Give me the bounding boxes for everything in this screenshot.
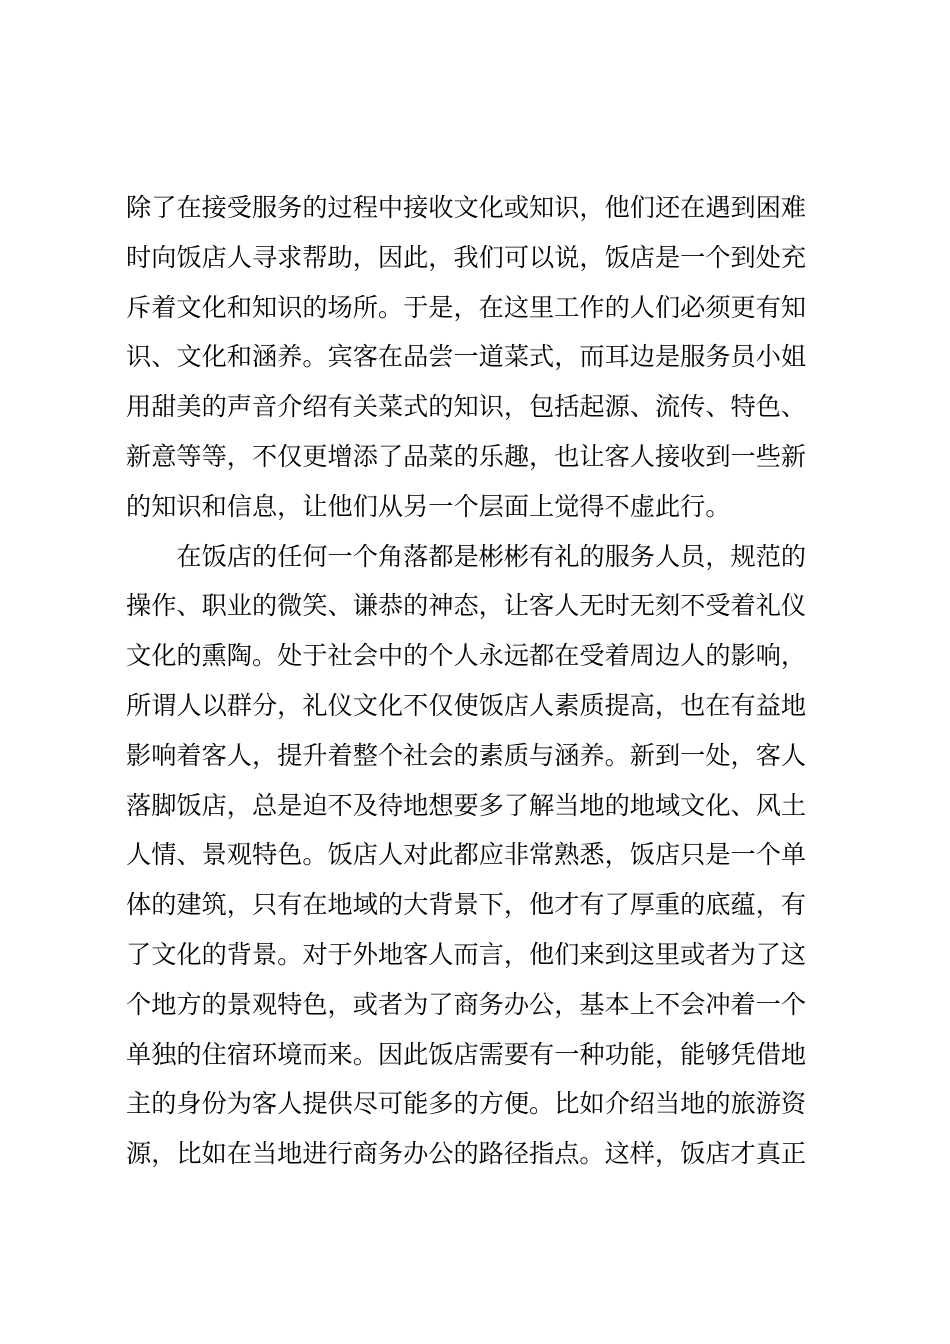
text-line: 除了在接受服务的过程中接收文化或知识，他们还在遇到困难 <box>126 193 807 222</box>
text-line: 在饭店的任何一个角落都是彬彬有礼的服务人员，规范的 <box>126 541 807 571</box>
text-line: 斥着文化和知识的场所。于是，在这里工作的人们必须更有知 <box>126 292 807 322</box>
text-line: 识、文化和涵养。宾客在品尝一道菜式，而耳边是服务员小姐 <box>126 342 807 372</box>
text-line: 新意等等，不仅更增添了品菜的乐趣，也让客人接收到一些新 <box>126 441 807 471</box>
text-line: 落脚饭店，总是迫不及待地想要多了解当地的地域文化、风土 <box>126 790 807 820</box>
text-line: 所谓人以群分，礼仪文化不仅使饭店人素质提高，也在有益地 <box>126 690 807 720</box>
text-line: 影响着客人，提升着整个社会的素质与涵养。新到一处，客人 <box>126 740 807 770</box>
text-line: 单独的住宿环境而来。因此饭店需要有一种功能，能够凭借地 <box>126 1039 807 1069</box>
text-line: 操作、职业的微笑、谦恭的神态，让客人无时无刻不受着礼仪 <box>126 591 807 621</box>
text-line: 体的建筑，只有在地域的大背景下，他才有了厚重的底蕴，有 <box>126 890 807 920</box>
document-body <box>126 183 846 1179</box>
text-line: 主的身份为客人提供尽可能多的方便。比如介绍当地的旅游资 <box>126 1089 807 1119</box>
text-line: 源，比如在当地进行商务办公的路径指点。这样，饭店才真正 <box>126 1139 807 1169</box>
text-line: 个地方的景观特色，或者为了商务办公，基本上不会冲着一个 <box>126 989 807 1019</box>
text-line: 的知识和信息，让他们从另一个层面上觉得不虚此行。 <box>126 491 731 521</box>
text-line: 时向饭店人寻求帮助，因此，我们可以说，饭店是一个到处充 <box>126 242 807 272</box>
text-line: 文化的熏陶。处于社会中的个人永远都在受着周边人的影响， <box>126 641 807 671</box>
text-line: 用甜美的声音介绍有关菜式的知识，包括起源、流传、特色、 <box>126 392 807 422</box>
text-line: 了文化的背景。对于外地客人而言，他们来到这里或者为了这 <box>126 939 807 969</box>
text-line: 人情、景观特色。饭店人对此都应非常熟悉，饭店只是一个单 <box>126 840 807 870</box>
